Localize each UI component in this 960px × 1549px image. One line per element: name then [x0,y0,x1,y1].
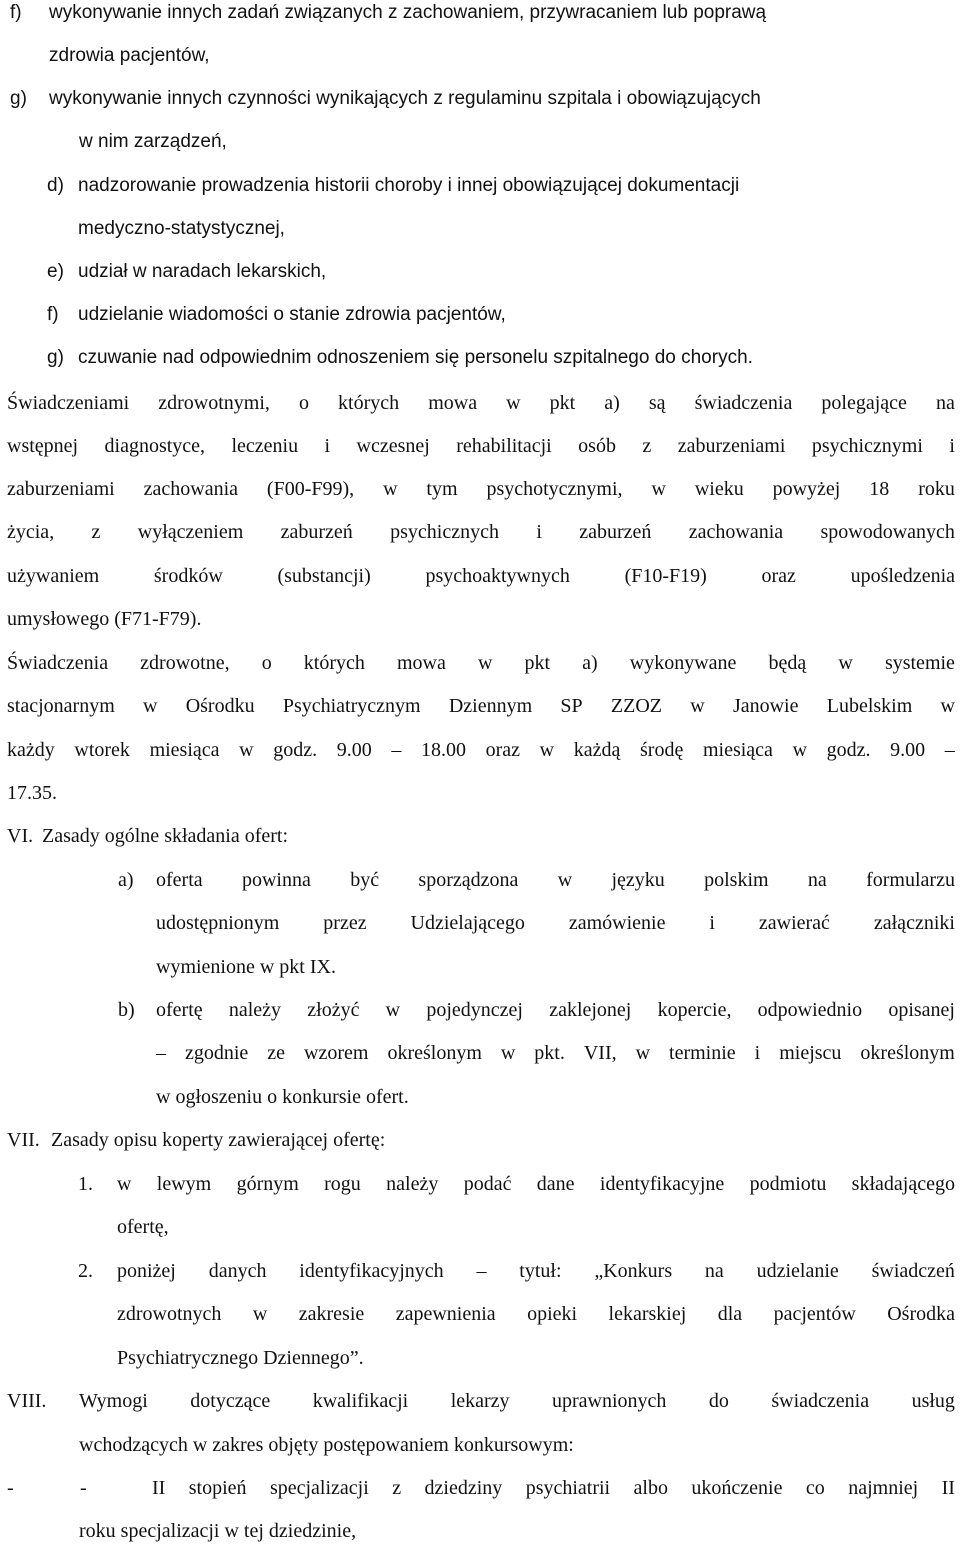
word: życia, [7,521,55,543]
word: załączniki [873,912,955,934]
bullet-marker: - [80,1477,87,1499]
list-marker: 1. [78,1173,93,1195]
word: wzorem [304,1042,369,1064]
text-line: umysłowego (F71-F79). [7,608,202,630]
list-item-line: Psychiatrycznego Dziennego”. [117,1347,364,1369]
list-item-line [117,1259,955,1283]
word: wieku [694,478,744,500]
word: Świadczeniami [7,392,130,414]
word: składającego [851,1173,955,1195]
word: i [709,912,715,934]
word: albo [633,1477,668,1499]
section-number: VI. [7,825,34,847]
section-title: Zasady opisu koperty zawierającej ofertę: [51,1129,386,1151]
section-number: VII. [7,1129,40,1151]
word: i [949,435,955,457]
word: odpowiednio [757,999,863,1021]
list-item-line [156,1041,955,1065]
word: środę [640,739,684,761]
word: zakresie [298,1303,365,1325]
word: i [754,1042,761,1064]
word: środków [153,565,223,587]
word: – [944,739,955,761]
word: zapewnienia [395,1303,496,1325]
word: a) [604,392,620,414]
list-item-line: wymienione w pkt IX. [156,956,336,978]
word: ofertę [156,999,203,1021]
word: (substancji) [277,565,371,587]
word: pacjentów [773,1303,856,1325]
word: specjalizacji [269,1477,369,1499]
word: świadczeń [871,1260,955,1282]
word: godz. [826,739,871,761]
word: zaburzeniami [7,478,115,500]
word: pojedynczej [426,999,523,1021]
word: miesiąca [702,739,773,761]
word: – [476,1260,487,1282]
word: formularzu [866,869,955,891]
word: dotyczące [190,1390,271,1412]
word: są [648,392,666,414]
list-item-continuation: zdrowia pacjentów, [49,45,210,66]
word: w [690,695,705,717]
list-marker: 2. [78,1260,93,1282]
word: mowa [428,392,478,414]
word: w [383,478,398,500]
word: w [506,392,521,414]
list-item: udzielanie wiadomości o stanie zdrowia pacjentów, [78,304,506,325]
word: dane [536,1173,575,1195]
list-item-line: ofertę, [117,1216,169,1238]
list-item-continuation: w nim zarządzeń, [79,131,227,152]
word: danych [208,1260,267,1282]
word: diagnostyce, [104,435,206,457]
word: oraz [761,565,796,587]
word: których [303,652,365,674]
word: poniżej [117,1260,176,1282]
word: w [792,739,808,761]
word: w [477,652,493,674]
word: ukończenie [691,1477,783,1499]
text-line [7,694,955,718]
word: w [252,1303,268,1325]
word: – [391,739,402,761]
list-marker: b) [118,999,135,1021]
word: 9.00 [890,739,926,761]
word: 18.00 [421,739,466,761]
word: powyżej [772,478,841,500]
word: z [642,435,652,457]
list-marker: f) [10,2,22,23]
text-line [7,738,955,762]
word: stacjonarnym [7,695,115,717]
word: wykonywane [629,652,737,674]
word: zdrowotne, [140,652,230,674]
list-item-line [117,1302,955,1326]
word: psychotycznymi, [486,478,623,500]
list-marker: f) [47,304,59,325]
word: zachowania [688,521,784,543]
word: oferta [156,869,203,891]
word: w [838,652,853,674]
word: Ośrodku [185,695,255,717]
word: identyfikacyjnych [299,1260,444,1282]
word: Ośrodka [887,1303,955,1325]
word: co [805,1477,825,1499]
word: sporządzona [418,869,519,891]
list-item-line: w ogłoszeniu o konkursie ofert. [156,1086,409,1108]
word: z [392,1477,402,1499]
word: Psychiatrycznym [282,695,421,717]
word: wtorek [74,739,130,761]
word: górnym [236,1173,299,1195]
word: dla [717,1303,743,1325]
word: w [940,695,955,717]
word: zgodnie [184,1042,249,1064]
word: kwalifikacji [312,1390,409,1412]
list-item: nadzorowanie prowadzenia historii choroby i innej obowiązującej dokumentacji [78,175,740,196]
word: podać [463,1173,512,1195]
word: Dziennym [448,695,533,717]
word: a) [582,652,598,674]
word: lekarskiej [608,1303,687,1325]
word: psychoaktywnych [425,565,570,587]
word: każdą [573,739,621,761]
word: Janowie [732,695,799,717]
text-line: 17.35. [7,782,57,804]
word: polegające [821,392,907,414]
word: świadczenia [694,392,793,414]
word: Wymogi [79,1390,148,1412]
word: ze [267,1042,286,1064]
word: w [500,1042,516,1064]
word: miesiąca [149,739,220,761]
word: i [536,521,542,543]
word: terminie [669,1042,736,1064]
word: i [324,435,331,457]
word: w [651,478,666,500]
word: usług [911,1390,955,1412]
list-marker: a) [118,869,134,891]
word: Świadczenia [7,652,109,674]
word: tytuł: [519,1260,562,1282]
text-line [7,520,955,544]
word: na [704,1260,724,1282]
list-item-line [156,998,955,1022]
word: zamówienie [568,912,666,934]
section-number: VIII. [7,1390,47,1412]
word: oraz [485,739,521,761]
word: w [385,999,401,1021]
word: określonym [860,1042,955,1064]
word: z [91,521,101,543]
word: pkt. [534,1042,565,1064]
word: psychiatrii [525,1477,611,1499]
word: o [298,392,309,414]
section-title-line [79,1389,955,1413]
list-item-line [156,911,955,935]
list-marker: e) [47,261,64,282]
list-item-line [156,868,955,892]
word: lewym [156,1173,212,1195]
word: pkt [549,392,576,414]
word: rogu [324,1173,361,1195]
word: leczeniu [231,435,299,457]
text-line [7,564,955,588]
word: miejscu [779,1042,842,1064]
word: dziedziny [424,1477,503,1499]
word: każdy [7,739,55,761]
text-line [7,434,955,458]
word: wstępnej [7,435,79,457]
word: wczesnej [356,435,430,457]
word: II [941,1477,955,1499]
text-line [7,477,955,501]
word: spowodowanych [820,521,955,543]
word: psychicznych [390,521,499,543]
word: opieki [527,1303,578,1325]
word: ZZOZ [610,695,662,717]
word: w [635,1042,651,1064]
word: II [152,1477,166,1499]
word: będą [768,652,807,674]
word: Udzielającego [410,912,525,934]
word: być [350,869,380,891]
word: podmiotu [749,1173,827,1195]
text-line [7,391,955,415]
word: VII, [583,1042,617,1064]
word: świadczenia [771,1390,870,1412]
word: opisanej [888,999,955,1021]
word: zaklejonej [549,999,632,1021]
word: osób [578,435,616,457]
word: kopercie, [657,999,732,1021]
word: zawierać [758,912,830,934]
word: należy [228,999,282,1021]
word: najmniej [848,1477,919,1499]
word: godz. [273,739,318,761]
word: przez [323,912,367,934]
list-item: udział w naradach lekarskich, [78,261,327,282]
word: – [156,1042,166,1064]
word: powinna [241,869,311,891]
list-item: wykonywanie innych zadań związanych z zachowaniem, przywracaniem lub poprawą [49,2,767,23]
word: psychicznymi [811,435,923,457]
word: polskim [704,869,769,891]
word: zdrowotnych [117,1303,222,1325]
word: stopień [188,1477,247,1499]
list-marker: g) [47,347,64,368]
word: w [557,869,573,891]
word: udostępnionym [156,912,280,934]
word: zdrowotnymi, [158,392,270,414]
word: 9.00 [336,739,372,761]
list-item-continuation: medyczno-statystycznej, [78,218,285,239]
word: zaburzeń [579,521,652,543]
word: w [239,739,254,761]
word: uprawnionych [552,1390,667,1412]
word: „Konkurs [594,1260,673,1282]
word: do [708,1390,729,1412]
word: o [261,652,272,674]
word: wyłączeniem [137,521,244,543]
word: Lubelskim [826,695,913,717]
list-item: czuwanie nad odpowiednim odnoszeniem się personelu szpitalnego do chorych. [78,347,753,368]
list-marker: d) [47,175,64,196]
list-marker: g) [10,88,27,109]
word: zachowania [143,478,239,500]
word: tym [426,478,458,500]
word: udzielanie [756,1260,839,1282]
word: języku [611,869,665,891]
word: upośledzenia [850,565,955,587]
word: rehabilitacji [456,435,552,457]
word: (F00-F99), [266,478,355,500]
word: w [539,739,555,761]
bullet-item-line: roku specjalizacji w tej dziedzinie, [79,1520,357,1542]
word: należy [386,1173,439,1195]
word: mowa [396,652,446,674]
word: których [338,392,400,414]
word: SP [560,695,583,717]
word: identyfikacyjne [599,1173,725,1195]
word: pkt [524,652,551,674]
word: używaniem [7,565,100,587]
text-line [7,651,955,675]
word: zaburzeń [280,521,353,543]
list-item-line [117,1172,955,1196]
word: określonym [387,1042,482,1064]
word: systemie [884,652,955,674]
section-title: Zasady ogólne składania ofert: [42,825,289,847]
word: zaburzeniami [677,435,786,457]
word: złożyć [307,999,360,1021]
word: (F10-F19) [624,565,707,587]
section-title-line: wchodzących w zakres objęty postępowaniem konkursowym: [79,1434,574,1456]
word: na [935,392,955,414]
word: na [807,869,827,891]
bullet-item-line [152,1476,955,1500]
word: roku [918,478,955,500]
word: 18 [869,478,890,500]
bullet-marker: - [7,1477,14,1499]
word: w [143,695,158,717]
word: w [117,1173,132,1195]
list-item: wykonywanie innych czynności wynikających z regulaminu szpitala i obowiązujących [49,88,761,109]
word: lekarzy [450,1390,510,1412]
